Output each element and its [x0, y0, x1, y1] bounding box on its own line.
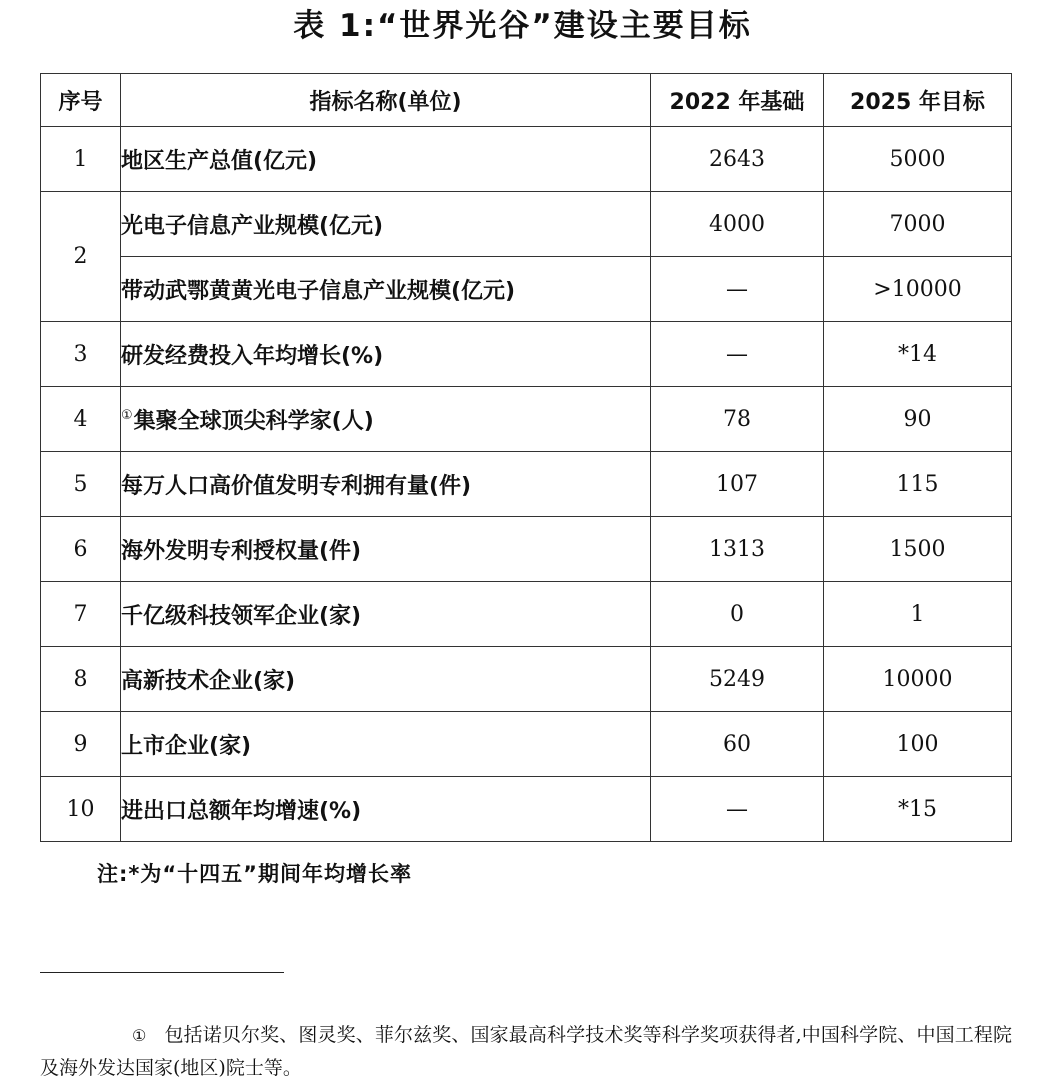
- indicator-name: 地区生产总值(亿元): [121, 127, 651, 192]
- indicator-name: 每万人口高价值发明专利拥有量(件): [121, 452, 651, 517]
- target-value: 7000: [824, 192, 1012, 257]
- baseline-value: —: [651, 322, 824, 387]
- indicator-name: 上市企业(家): [121, 712, 651, 777]
- baseline-value: 1313: [651, 517, 824, 582]
- table-title: 表 1:“世界光谷”建设主要目标: [293, 8, 752, 44]
- target-value: 5000: [824, 127, 1012, 192]
- indicator-name: 进出口总额年均增速(%): [121, 777, 651, 842]
- baseline-value: 0: [651, 582, 824, 647]
- indicator-name: 研发经费投入年均增长(%): [121, 322, 651, 387]
- footnote-divider: [40, 972, 284, 973]
- indicator-name: 带动武鄂黄黄光电子信息产业规模(亿元): [121, 257, 651, 322]
- indicator-name: 高新技术企业(家): [121, 647, 651, 712]
- table-row: [41, 517, 1012, 582]
- row-index: 2: [41, 192, 121, 322]
- indicator-name: 千亿级科技领军企业(家): [121, 582, 651, 647]
- baseline-value: 2643: [651, 127, 824, 192]
- indicator-name: 集聚全球顶尖科学家(人): [133, 408, 374, 434]
- header-2022-baseline: 2022 年基础: [651, 74, 824, 127]
- target-value: *15: [824, 777, 1012, 842]
- target-value: 90: [824, 387, 1012, 452]
- header-2025-target: 2025 年目标: [824, 74, 1012, 127]
- table-row: [41, 582, 1012, 647]
- target-value: 1500: [824, 517, 1012, 582]
- footnote-number: ①: [132, 1026, 147, 1045]
- table-row: [41, 322, 1012, 387]
- header-indicator-name: 指标名称(单位): [121, 74, 651, 127]
- indicator-name-cell: [121, 387, 651, 452]
- table-row: [41, 192, 1012, 257]
- footnote: [40, 1019, 1012, 1085]
- table-header-row: [41, 74, 1012, 127]
- row-index: 9: [41, 712, 121, 777]
- header-index: 序号: [41, 74, 121, 127]
- table-row: [41, 257, 1012, 322]
- target-value: 100: [824, 712, 1012, 777]
- footnote-text: 包括诺贝尔奖、图灵奖、菲尔兹奖、国家最高科学技术奖等科学奖项获得者,中国科学院、中国工程院及海外发达国家(地区)院士等。: [40, 1024, 1012, 1079]
- row-index: 5: [41, 452, 121, 517]
- row-index: 7: [41, 582, 121, 647]
- footnote-reference: ①: [121, 407, 133, 423]
- target-value: 115: [824, 452, 1012, 517]
- baseline-value: 5249: [651, 647, 824, 712]
- row-index: 4: [41, 387, 121, 452]
- baseline-value: —: [651, 777, 824, 842]
- table-row: [41, 712, 1012, 777]
- row-index: 1: [41, 127, 121, 192]
- baseline-value: —: [651, 257, 824, 322]
- table-row: [41, 387, 1012, 452]
- baseline-value: 4000: [651, 192, 824, 257]
- indicator-name: 海外发明专利授权量(件): [121, 517, 651, 582]
- row-index: 6: [41, 517, 121, 582]
- baseline-value: 107: [651, 452, 824, 517]
- table-row: [41, 777, 1012, 842]
- baseline-value: 78: [651, 387, 824, 452]
- target-value: 1: [824, 582, 1012, 647]
- table-note: 注:*为“十四五”期间年均增长率: [97, 862, 412, 886]
- row-index: 10: [41, 777, 121, 842]
- indicator-name: 光电子信息产业规模(亿元): [121, 192, 651, 257]
- target-value: 10000: [824, 647, 1012, 712]
- targets-table: [40, 73, 1012, 842]
- row-index: 3: [41, 322, 121, 387]
- row-index: 8: [41, 647, 121, 712]
- baseline-value: 60: [651, 712, 824, 777]
- target-value: *14: [824, 322, 1012, 387]
- table-row: [41, 127, 1012, 192]
- table-row: [41, 647, 1012, 712]
- table-row: [41, 452, 1012, 517]
- target-value: >10000: [824, 257, 1012, 322]
